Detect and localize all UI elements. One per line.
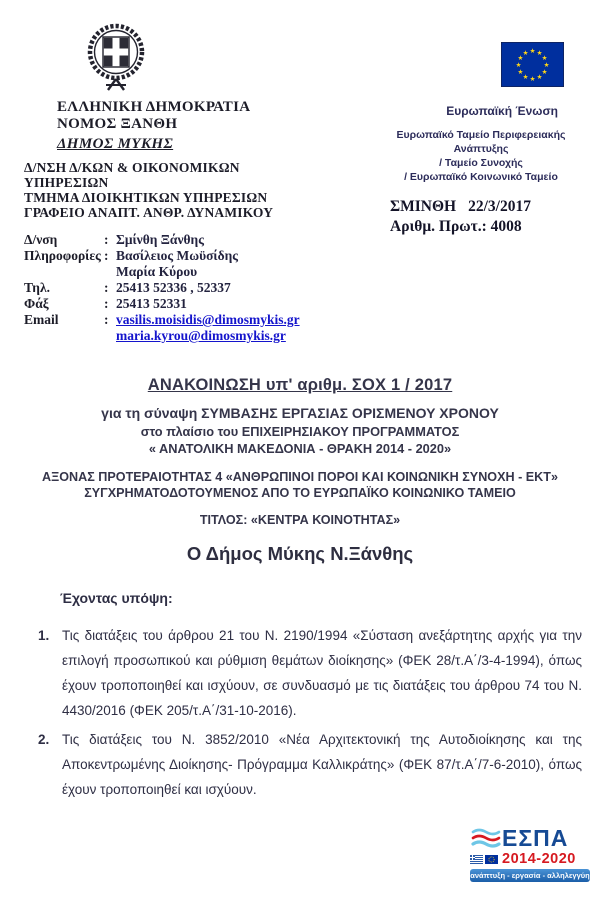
place-date-line xyxy=(390,197,572,217)
contact-row-phone xyxy=(24,280,384,296)
announcement-header xyxy=(0,376,600,565)
contact-label: Πληροφορίες xyxy=(24,248,101,263)
letterhead-left xyxy=(24,22,384,344)
announcement-subtitle-2: στο πλαίσιο του ΕΠΙΧΕΙΡΗΣΙΑΚΟΥ ΠΡΟΓΡΑΜΜΑΤΟΣ xyxy=(140,424,460,439)
contact-separator: : xyxy=(104,248,109,263)
espa-slogan-banner: ανάπτυξη - εργασία - αλληλεγγύη xyxy=(470,871,590,880)
svg-text:★: ★ xyxy=(541,68,548,76)
contact-value: 25413 52331 xyxy=(116,296,187,311)
department-line: Δ/ΝΣΗ Δ/ΚΩΝ & ΟΙΚΟΝΟΜΙΚΩΝ xyxy=(24,160,240,175)
announcement-subtitle-1: για τη σύναψη ΣΥΜΒΑΣΗΣ ΕΡΓΑΣΙΑΣ ΟΡΙΣΜΕΝΟΥ ΧΡΟΝΟΥ xyxy=(101,405,499,421)
contact-value: Μαρία Κύρου xyxy=(116,264,198,279)
state-name: ΕΛΛΗΝΙΚΗ ΔΗΜΟΚΡΑΤΙΑ xyxy=(57,99,251,115)
contact-value: Σμίνθη Ξάνθης xyxy=(116,232,204,247)
announcement-title: ΑΝΑΚΟΙΝΩΣΗ υπ' αριθμ. ΣΟΧ 1 / 2017 xyxy=(147,376,453,394)
preamble: Έχοντας υπόψη: xyxy=(60,590,173,606)
contact-row-info2 xyxy=(24,264,384,280)
list-item-text: Τις διατάξεις του άρθρου 21 του Ν. 2190/1994 «Σύσταση ανεξάρτητης αρχής για την επιλογή προσωπικού και ρύθμιση θεμάτων διοίκησης» (ΦΕΚ 28/τ.Α΄/3-4-1994), όπως έχουν τροποποιηθεί και ισχύουν, σε συνδυασμό με τις διατάξεις του άρθρου 74 του Ν. 4430/2016 (ΦΕΚ 205/τ.Α΄/31-10-2016). xyxy=(62,628,582,718)
issuer-title: Ο Δήμος Μύκης Ν.Ξάνθης xyxy=(186,543,414,564)
svg-text:★: ★ xyxy=(515,61,522,69)
eu-fund-line: Ανάπτυξης xyxy=(453,143,509,155)
email-link-maria[interactable]: maria.kyrou@dimosmykis.gr xyxy=(116,328,286,343)
list-item-number: 1. xyxy=(38,628,50,643)
priority-axis-line: ΑΞΟΝΑΣ ΠΡΟΤΕΡΑΙΟΤΗΤΑΣ 4 «ΑΝΘΡΩΠΙΝΟΙ ΠΟΡΟΙ ΚΑΙ ΚΟΙΝΩΝΙΚΗ ΣΥΝΟΧΗ - ΕΚΤ» xyxy=(42,470,558,484)
contact-label: Δ/νση xyxy=(24,232,58,247)
department-line: ΥΠΗΡΕΣΙΩΝ xyxy=(24,175,109,190)
svg-text:★: ★ xyxy=(522,73,529,82)
contact-label: Email xyxy=(24,312,59,327)
contact-separator: : xyxy=(104,280,109,295)
espa-waves-icon xyxy=(470,826,502,850)
contact-block xyxy=(24,232,384,344)
contact-label xyxy=(24,264,104,280)
contact-row-fax xyxy=(24,296,384,312)
svg-text:★: ★ xyxy=(517,68,524,76)
eu-fund-line: Ευρωπαϊκό Ταμείο Περιφερειακής xyxy=(396,129,566,141)
eu-fund-line: / Ευρωπαϊκό Κοινωνικό Ταμείο xyxy=(404,171,558,183)
svg-text:★: ★ xyxy=(529,75,536,83)
contact-label: Φάξ xyxy=(24,296,49,311)
svg-text:★: ★ xyxy=(529,47,536,55)
svg-text:★: ★ xyxy=(522,48,529,57)
svg-text:★: ★ xyxy=(517,54,524,62)
svg-text:★: ★ xyxy=(536,48,543,57)
contact-separator: : xyxy=(104,296,109,311)
espa-logo-top-row xyxy=(470,826,594,850)
contact-label: Τηλ. xyxy=(24,280,50,295)
email-links xyxy=(116,312,384,344)
department-line: ΓΡΑΦΕΙΟ ΑΝΑΠΤ. ΑΝΘΡ. ΔΥΝΑΜΙΚΟΥ xyxy=(24,205,274,220)
municipality-name: ΔΗΜΟΣ ΜΥΚΗΣ xyxy=(57,136,174,152)
eu-fund-line: / Ταμείο Συνοχής xyxy=(439,157,523,169)
department-line: ΤΜΗΜΑ ΔΙΟΙΚΗΤΙΚΩΝ ΥΠΗΡΕΣΙΩΝ xyxy=(24,190,268,205)
department-block xyxy=(24,160,384,220)
list-item-number: 2. xyxy=(38,732,50,747)
contact-value: Βασίλειος Μωϋσίδης xyxy=(116,248,238,263)
contact-separator: : xyxy=(104,232,109,247)
announcement-subtitle-3: « ΑΝΑΤΟΛΙΚΗ ΜΑΚΕΔΟΝΙΑ - ΘΡΑΚΗ 2014 - 2020» xyxy=(148,441,452,456)
svg-text:★: ★ xyxy=(536,73,543,82)
eu-funds-block xyxy=(390,128,572,184)
legal-items-list xyxy=(38,623,582,802)
project-title: ΤΙΤΛΟΣ: «ΚΕΝΤΡΑ ΚΟΙΝΟΤΗΤΑΣ» xyxy=(199,513,401,527)
espa-logo xyxy=(470,826,594,882)
contact-separator xyxy=(104,264,116,280)
document-body xyxy=(38,590,582,806)
document-date: 22/3/2017 xyxy=(468,198,531,215)
eu-flag-icon xyxy=(501,42,564,87)
place: ΣΜΙΝΘΗ xyxy=(390,198,457,215)
list-item xyxy=(38,727,582,802)
greek-flag-small-icon xyxy=(470,855,483,864)
email-link-vasilis[interactable]: vasilis.moisidis@dimosmykis.gr xyxy=(116,312,300,327)
contact-row-email xyxy=(24,312,384,344)
svg-text:★: ★ xyxy=(541,54,548,62)
svg-text:★: ★ xyxy=(543,61,550,69)
contact-separator: : xyxy=(104,312,109,327)
list-item-text: Τις διατάξεις του Ν. 3852/2010 «Νέα Αρχιτεκτονική της Αυτοδιοίκησης και της Αποκεντρωμένης Διοίκησης- Πρόγραμμα Καλλικράτης» (ΦΕΚ 87/τ.Α΄/7-6-2010), όπως έχουν τροποποιηθεί και ισχύουν. xyxy=(62,732,582,797)
espa-name: ΕΣΠΑ xyxy=(502,825,569,851)
espa-logo-mid-row xyxy=(470,851,594,867)
espa-period: 2014-2020 xyxy=(502,851,576,867)
contact-value: 25413 52336 , 52337 xyxy=(116,280,231,295)
place-date-block xyxy=(390,197,572,237)
letterhead-right xyxy=(390,42,572,237)
contact-row-info xyxy=(24,248,384,264)
eu-flag-small-icon xyxy=(485,855,498,864)
prefecture-name: ΝΟΜΟΣ ΞΑΝΘΗ xyxy=(57,116,178,132)
cofinancing-line: ΣΥΓΧΡΗΜΑΤΟΔΟΤΟΥΜΕΝΟΣ ΑΠΟ ΤΟ ΕΥΡΩΠΑΪΚΟ ΚΟΙΝΩΝΙΚΟ ΤΑΜΕΙΟ xyxy=(84,486,516,500)
contact-row-address xyxy=(24,232,384,248)
protocol-number: Αριθμ. Πρωτ.: 4008 xyxy=(390,218,522,235)
eu-union-label: Ευρωπαϊκή Ένωση xyxy=(446,104,558,118)
greek-coat-of-arms-icon xyxy=(86,22,146,94)
list-item xyxy=(38,623,582,723)
